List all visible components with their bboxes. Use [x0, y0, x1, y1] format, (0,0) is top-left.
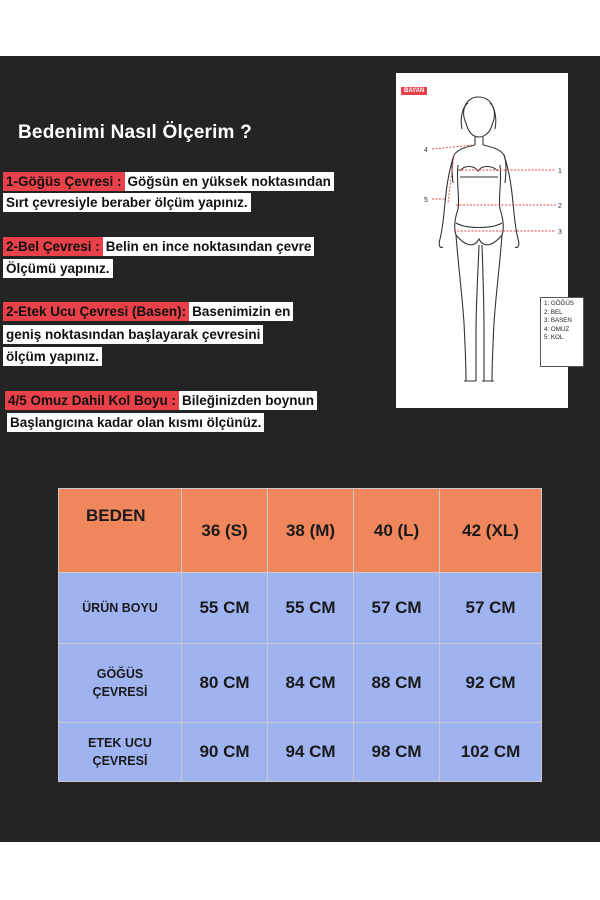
marker-4: 4 — [424, 147, 428, 154]
page-title: Bedenimi Nasıl Ölçerim ? — [18, 122, 252, 143]
instruction-1-cont — [3, 193, 251, 212]
table-row — [59, 573, 542, 644]
instruction-1 — [3, 172, 334, 191]
table-cell: 80 CM — [182, 644, 268, 723]
legend-item-5: 5: KOL — [544, 334, 564, 342]
instruction-4 — [5, 391, 317, 410]
instruction-3-cont-1 — [3, 325, 263, 344]
row-label: ÜRÜN BOYU — [59, 573, 182, 644]
instruction-1-text-line-2: Sırt çevresiyle beraber ölçüm yapınız. — [3, 193, 251, 212]
instruction-4-text-line-1: Bileğinizden boynun — [179, 391, 317, 410]
table-cell: 90 CM — [182, 723, 268, 782]
marker-1: 1 — [558, 168, 562, 175]
instruction-2-text-line-2: Ölçümü yapınız. — [3, 259, 113, 278]
legend-item-1: 1: GÖĞÜS — [544, 300, 574, 307]
table-row — [59, 644, 542, 723]
figure-legend — [540, 297, 584, 367]
marker-2: 2 — [558, 203, 562, 210]
instruction-3-text-line-2: geniş noktasından başlayarak çevresini — [3, 325, 263, 344]
instruction-3-text-line-1: Basenimizin en — [189, 302, 293, 321]
header-cell-40: 40 (L) — [354, 489, 440, 573]
table-cell: 94 CM — [268, 723, 354, 782]
instruction-4-label: 4/5 Omuz Dahil Kol Boyu : — [5, 391, 179, 410]
instruction-3-label: 2-Etek Ucu Çevresi (Basen): — [3, 302, 189, 321]
table-cell: 84 CM — [268, 644, 354, 723]
table-cell: 57 CM — [354, 573, 440, 644]
table-row — [59, 723, 542, 782]
body-measurement-figure — [396, 73, 574, 408]
table-cell: 102 CM — [440, 723, 542, 782]
instruction-2-text-line-1: Belin en ince noktasından çevre — [103, 237, 315, 256]
table-cell: 88 CM — [354, 644, 440, 723]
instruction-3-text-line-3: ölçüm yapınız. — [3, 347, 102, 366]
figure-tag: BAYAN — [401, 87, 427, 95]
size-chart-table — [58, 488, 542, 782]
header-cell-38: 38 (M) — [268, 489, 354, 573]
row-label: ETEK UCU ÇEVRESİ — [59, 723, 182, 782]
instruction-2 — [3, 237, 314, 256]
legend-item-3: 3: BASEN — [544, 317, 572, 325]
marker-3: 3 — [558, 229, 562, 236]
table-cell: 55 CM — [268, 573, 354, 644]
marker-5: 5 — [424, 197, 428, 204]
header-cell-42: 42 (XL) — [440, 489, 542, 573]
table-header-row — [59, 489, 542, 573]
table-cell: 98 CM — [354, 723, 440, 782]
instruction-1-text-line-1: Göğsün en yüksek noktasından — [125, 172, 334, 191]
table-cell: 92 CM — [440, 644, 542, 723]
instruction-4-text-line-2: Başlangıcına kadar olan kısmı ölçünüz. — [7, 413, 264, 432]
instruction-3 — [3, 302, 293, 321]
instruction-2-label: 2-Bel Çevresi : — [3, 237, 103, 256]
row-label: GÖĞÜS ÇEVRESİ — [59, 644, 182, 723]
instruction-4-cont — [7, 413, 264, 432]
table-cell: 57 CM — [440, 573, 542, 644]
legend-item-4: 4: OMUZ — [544, 325, 570, 333]
header-cell-36: 36 (S) — [182, 489, 268, 573]
instruction-1-label: 1-Göğüs Çevresi : — [3, 172, 125, 191]
instruction-2-cont — [3, 259, 113, 278]
instruction-3-cont-2 — [3, 347, 102, 366]
legend-item-2: 2: BEL — [544, 308, 563, 316]
header-cell-beden: BEDEN — [59, 489, 182, 573]
table-cell: 55 CM — [182, 573, 268, 644]
